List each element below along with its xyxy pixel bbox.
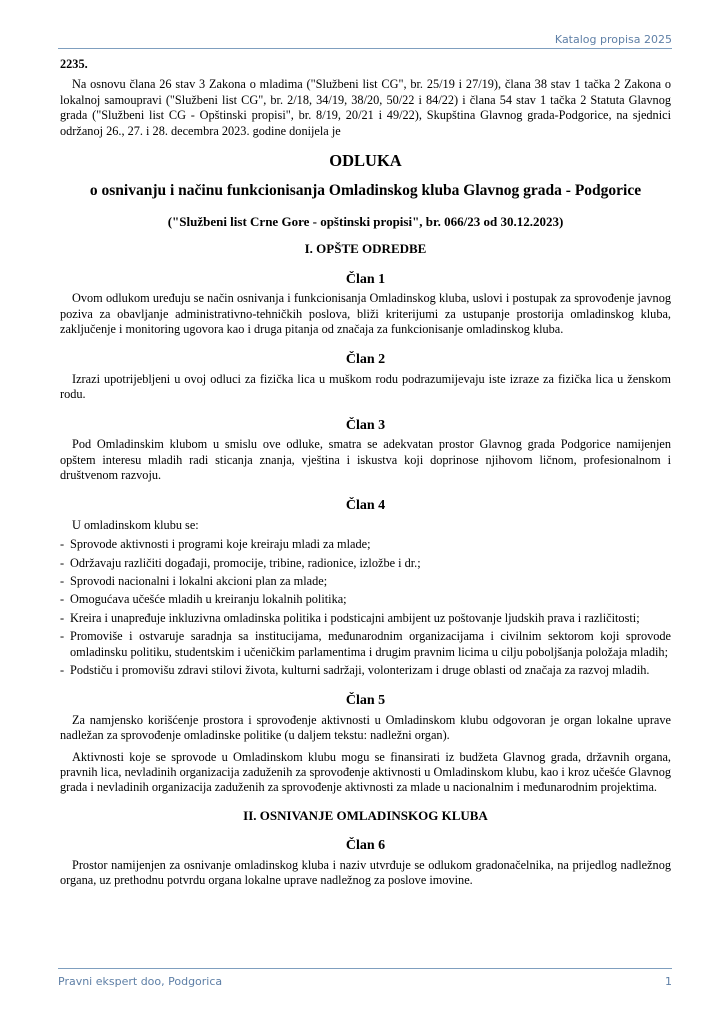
- catalog-label: Katalog propisa 2025: [554, 33, 672, 46]
- article-3-text: Pod Omladinskim klubom u smislu ove odluke, smatra se adekvatan prostor Glavnog grada Podgorice namijenjen opštem interesu mladih radi sticanja znanja, vještina i iskustva koji doprinose njihovom ličnom, profesionalnom i društvenom razvoju.: [60, 437, 671, 482]
- list-item: - Podstiču i promovišu zdravi stilovi života, kulturni sadržaji, volonterizam i druge oblasti od značaja za razvoj mladih.: [60, 663, 671, 678]
- article-6-heading: Član 6: [345, 838, 386, 854]
- article-1-text: Ovom odlukom uređuju se način osnivanja i funkcionisanja Omladinskog kluba, uslovi i postupak za sprovođenje javnog poziva za obavljanje administrativno-tehničkih poslova, bliži kriterijumi za ustupanje prostorija omladinskog kluba, zaključenje i monitoring ugovora kao i druga pitanja od značaja za funkcionisanje omladinskog kluba.: [60, 291, 671, 337]
- list-item: - Sprovode aktivnosti i programi koje kreiraju mladi za mlade;: [60, 537, 671, 552]
- article-4-list: [60, 537, 671, 678]
- document-number: 2235.: [60, 57, 88, 71]
- article-4-intro: U omladinskom klubu se:: [72, 517, 199, 532]
- article-6-text: Prostor namijenjen za osnivanje omladinskog kluba i naziv utvrđuje se odlukom gradonačelnika, na prijedlog nadležnog organa, uz prethodnu potvrdu organa lokalne uprave nadležnog za poslove imovine.: [60, 857, 671, 888]
- document-title: ODLUKA: [329, 151, 402, 171]
- gazette-reference: ("Službeni list Crne Gore - opštinski propisi", br. 066/23 od 30.12.2023): [167, 214, 564, 230]
- article-5-paragraph-1: Za namjensko korišćenje prostora i sprovođenje aktivnosti u Omladinskom klubu odgovoran je organ lokalne uprave nadležan za sprovođenje omladinske politike (u daljem tekstu: nadležni organ).: [60, 712, 671, 743]
- article-1-heading: Član 1: [345, 271, 386, 287]
- preamble: Na osnovu člana 26 stav 3 Zakona o mladima ("Službeni list CG", br. 25/19 i 27/19), člana 38 stav 1 tačka 2 Zakona o lokalnoj samoupravi ("Službeni list CG", br. 2/18, 34/19, 38/20, 50/22 i 84/22) i člana 54 stav 1 tačka 2 Statuta Glavnog grada ("Službeni list CG - Opštinski propisi", br. 8/19, 20/21 i 49/22), Skupština Glavnog grada-Podgorice, na sjednici održanoj 26., 27. i 28. decembra 2023. godine donijela je: [60, 77, 671, 138]
- section-heading-founding: II. OSNIVANJE OMLADINSKOG KLUBA: [243, 807, 488, 823]
- page-header: [58, 34, 672, 49]
- list-item: - Održavaju različiti događaji, promocije, tribine, radionice, izložbe i dr.;: [60, 556, 671, 571]
- article-3-heading: Član 3: [345, 417, 386, 433]
- article-4-heading: Član 4: [345, 498, 386, 514]
- document-body: [60, 57, 671, 888]
- article-2-text: Izrazi upotrijebljeni u ovoj odluci za fizička lica u muškom rodu podrazumijevaju iste izraze za fizička lica u ženskom rodu.: [60, 371, 671, 402]
- publisher-label: Pravni ekspert doo, Podgorica: [58, 975, 223, 988]
- article-5-heading: Član 5: [345, 693, 386, 709]
- page-footer: [58, 968, 672, 988]
- section-heading-general: I. OPŠTE ODREDBE: [304, 241, 427, 257]
- article-5-paragraph-2: Aktivnosti koje se sprovode u Omladinskom klubu mogu se finansirati iz budžeta Glavnog grada, državnih organa, pravnih lica, nevladinih organizacija zaduženih za sprovođenje aktivnosti u Omladinskom klubu, kao i kroz učešće Glavnog grada i nevladinih organizacija zaduženih za sprovođenje aktivnosti za mlade u nacionalnim i međunarodnim projektima.: [60, 749, 671, 795]
- document-subtitle: o osnivanju i načinu funkcionisanja Omladinskog kluba Glavnog grada - Podgorice: [89, 182, 642, 200]
- page-number: 1: [665, 975, 672, 988]
- article-2-heading: Član 2: [345, 352, 386, 368]
- list-item: - Promoviše i ostvaruje saradnja sa institucijama, međunarodnim organizacijama i civilnim sektorom koji sprovode omladinsku politiku, studentskim i učeničkim parlamentima i drugim pravnim licima u cilju poboljšanja položaja mladih;: [60, 629, 671, 660]
- list-item: - Omogućava učešće mladih u kreiranju lokalnih politika;: [60, 592, 671, 607]
- list-item: - Kreira i unapređuje inkluzivna omladinska politika i podsticajni ambijent uz poštovanje ljudskih prava i različitosti;: [60, 611, 671, 626]
- list-item: - Sprovodi nacionalni i lokalni akcioni plan za mlade;: [60, 574, 671, 589]
